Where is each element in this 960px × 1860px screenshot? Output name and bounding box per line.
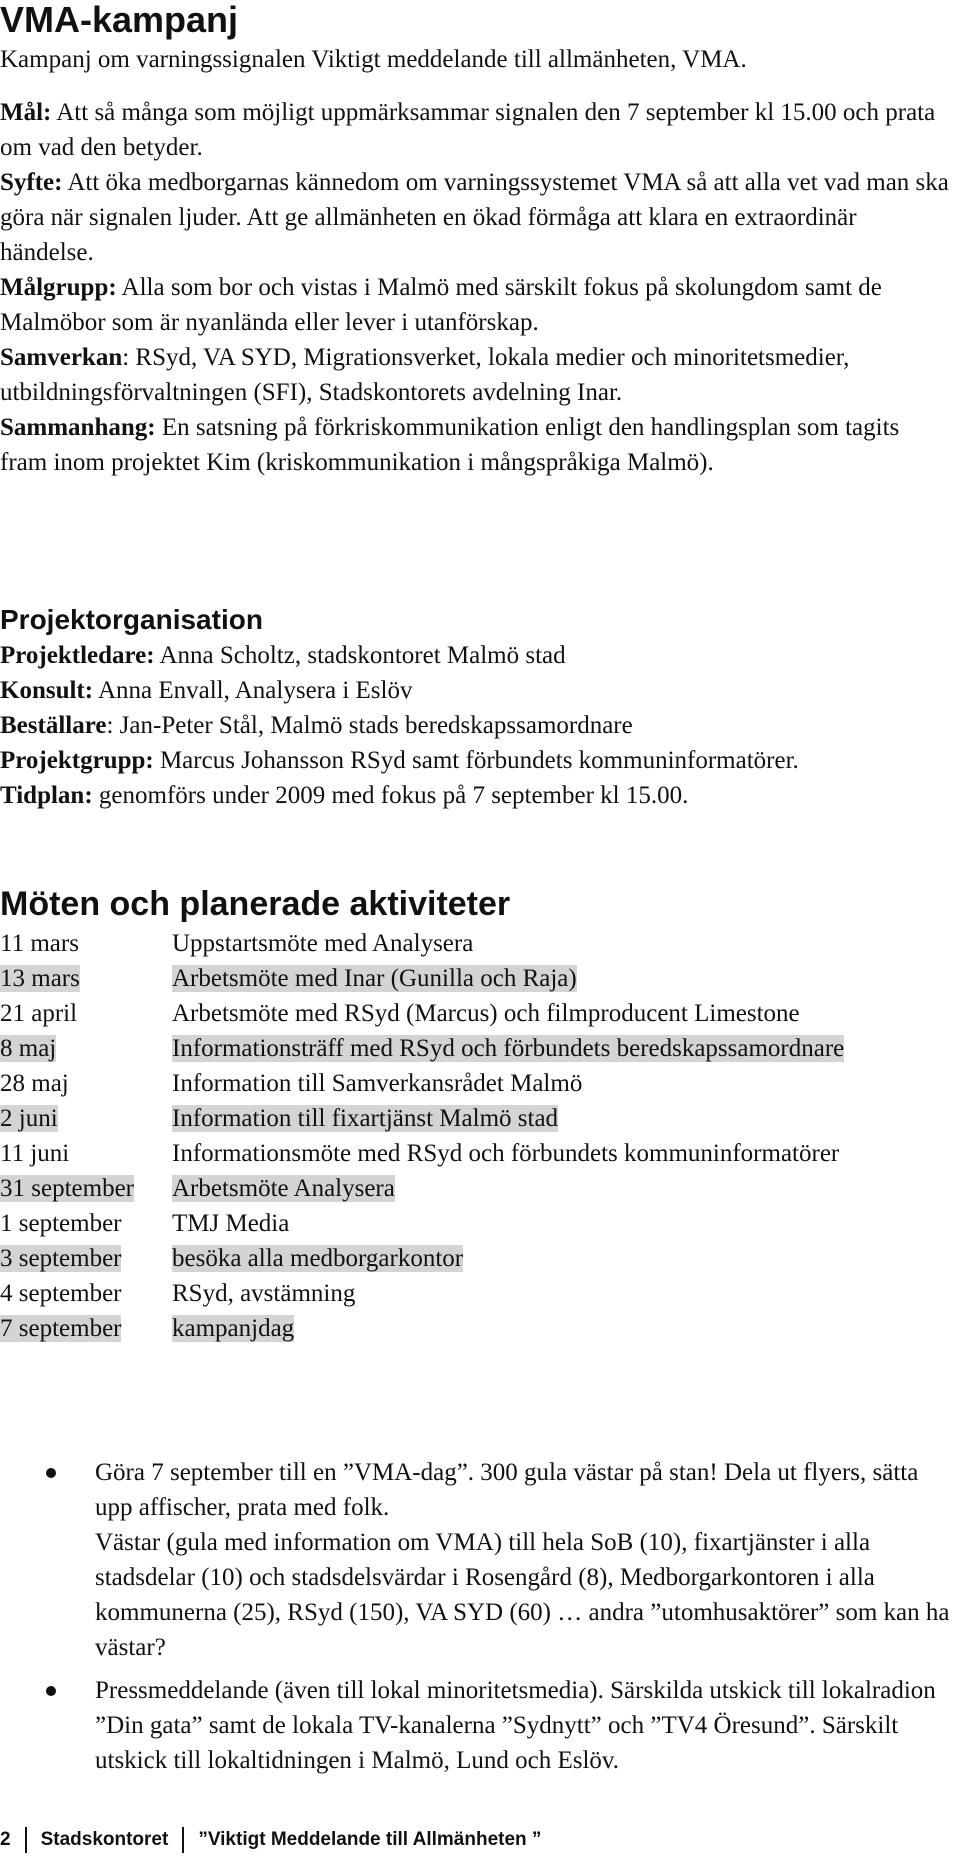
meeting-description [172, 1311, 950, 1346]
org-row-schedule [0, 778, 950, 813]
activity-bullets [0, 1455, 950, 1778]
org-label: Tidplan: [0, 782, 93, 809]
meeting-date [0, 1136, 172, 1171]
org-row-client [0, 708, 950, 743]
bullet-dot-icon [46, 1468, 56, 1478]
meeting-date [0, 961, 172, 996]
meeting-date [0, 1241, 172, 1276]
meeting-date-text: 28 maj [0, 1070, 69, 1097]
meeting-description-text: Information till Samverkansrådet Malmö [172, 1070, 583, 1097]
page-title: VMA-kampanj [0, 0, 239, 40]
org-label: Projektgrupp: [0, 747, 154, 774]
meeting-description [172, 1276, 950, 1311]
org-label: Projektledare: [0, 642, 155, 669]
org-label: Beställare [0, 712, 107, 739]
meeting-row [0, 1311, 950, 1346]
campaign-fields [0, 95, 950, 480]
meeting-description [172, 1066, 950, 1101]
page-footer [0, 1825, 960, 1855]
meeting-date-text: 7 september [0, 1315, 122, 1342]
org-text: Anna Scholtz, stadskontoret Malmö stad [154, 642, 566, 669]
field-text: En satsning på förkriskommunikation enligt den handlingsplan som tagits fram inom projektet Kim (kriskommunikation i mångspråkiga Malmö). [0, 414, 900, 476]
meeting-row [0, 1206, 950, 1241]
meeting-description [172, 961, 950, 996]
org-label: Konsult: [0, 677, 94, 704]
meeting-date [0, 996, 172, 1031]
meeting-date-text: 8 maj [0, 1035, 57, 1062]
meeting-row [0, 1171, 950, 1206]
meeting-description [172, 1206, 950, 1241]
meeting-description-text: Informationsträff med RSyd och förbundets beredskapssamordnare [172, 1035, 845, 1062]
field-label: Syfte: [0, 169, 63, 196]
org-heading: Projektorganisation [0, 604, 263, 635]
meeting-date [0, 1066, 172, 1101]
org-row-project-group [0, 743, 950, 778]
org-text: genomförs under 2009 med fokus på 7 september kl 15.00. [92, 782, 689, 809]
meeting-date [0, 1311, 172, 1346]
field-target-group [0, 270, 950, 340]
field-label: Mål: [0, 99, 52, 126]
field-text: Att öka medborgarnas kännedom om varningssystemet VMA så att alla vet vad man ska göra när signalen ljuder. Att ge allmänheten en ökad förmåga att klara en extraordinär händelse. [0, 169, 949, 266]
meeting-row [0, 1066, 950, 1101]
meetings-table [0, 926, 950, 1346]
field-goal [0, 95, 950, 165]
footer-org: Stadskontoret [40, 1829, 169, 1850]
title-section [0, 0, 950, 77]
meeting-row [0, 961, 950, 996]
footer-separator [25, 1827, 27, 1853]
meetings-section [0, 884, 950, 1346]
meeting-description-text: kampanjdag [172, 1315, 295, 1342]
bullet-text: Pressmeddelande (även till lokal minoritetsmedia). Särskilda utskick till lokalradion ”Din gata” samt de lokala TV-kanalerna ”Sydnytt” och ”TV4 Öresund”. Särskilt utskick till lokaltidningen i Malmö, Lund och Eslöv. [95, 1677, 936, 1774]
meeting-date-text: 4 september [0, 1280, 122, 1307]
meeting-date [0, 926, 172, 961]
field-label: Målgrupp: [0, 274, 117, 301]
meeting-description-text: RSyd, avstämning [172, 1280, 356, 1307]
field-text: Att så många som möjligt uppmärksammar signalen den 7 september kl 15.00 och prata om vad den betyder. [0, 99, 936, 161]
meeting-date [0, 1171, 172, 1206]
org-row-project-lead [0, 638, 950, 673]
meeting-description-text: Information till fixartjänst Malmö stad [172, 1105, 559, 1132]
footer-separator [182, 1827, 184, 1853]
meeting-date-text: 2 juni [0, 1105, 58, 1132]
org-section [0, 603, 950, 813]
bullet-dot-icon [46, 1686, 56, 1696]
field-context [0, 410, 950, 480]
meeting-date-text: 31 september [0, 1175, 134, 1202]
meeting-row [0, 926, 950, 961]
meeting-date-text: 11 juni [0, 1140, 70, 1167]
meeting-description-text: Arbetsmöte med RSyd (Marcus) och filmproducent Limestone [172, 1000, 800, 1027]
org-row-consultant [0, 673, 950, 708]
meeting-description-text: Informationsmöte med RSyd och förbundets kommuninformatörer [172, 1140, 840, 1167]
org-text: Anna Envall, Analysera i Eslöv [93, 677, 413, 704]
meeting-date [0, 1031, 172, 1066]
meeting-date-text: 3 september [0, 1245, 122, 1272]
meeting-description [172, 1136, 950, 1171]
meeting-row [0, 996, 950, 1031]
meeting-description [172, 1241, 950, 1276]
meeting-date-text: 1 september [0, 1210, 122, 1237]
meeting-row [0, 1241, 950, 1276]
meeting-description [172, 926, 950, 961]
meeting-date [0, 1206, 172, 1241]
meeting-row [0, 1031, 950, 1066]
field-label: Samverkan [0, 344, 123, 371]
org-text: : Jan-Peter Stål, Malmö stads beredskapssamordnare [106, 712, 633, 739]
meeting-description-text: TMJ Media [172, 1210, 290, 1237]
field-text: : RSyd, VA SYD, Migrationsverket, lokala medier och minoritetsmedier, utbildningsförvaltningen (SFI), Stadskontorets avdelning Inar. [0, 344, 850, 406]
meeting-description-text: Uppstartsmöte med Analysera [172, 930, 474, 957]
bullet-item [0, 1673, 950, 1778]
meeting-description-text: Arbetsmöte Analysera [172, 1175, 395, 1202]
meeting-date-text: 11 mars [0, 930, 79, 957]
meetings-heading: Möten och planerade aktiviteter [0, 885, 511, 923]
meeting-row [0, 1276, 950, 1311]
meeting-description [172, 996, 950, 1031]
meeting-description [172, 1031, 950, 1066]
bullet-text: Göra 7 september till en ”VMA-dag”. 300 gula västar på stan! Dela ut flyers, sätta upp affischer, prata med folk. [95, 1459, 919, 1521]
org-text: Marcus Johansson RSyd samt förbundets kommuninformatörer. [153, 747, 799, 774]
meeting-row [0, 1136, 950, 1171]
meeting-row [0, 1101, 950, 1136]
meeting-description [172, 1171, 950, 1206]
field-purpose [0, 165, 950, 270]
page-number: 2 [0, 1829, 11, 1850]
org-rows [0, 638, 950, 813]
field-collaboration [0, 340, 950, 410]
meeting-date [0, 1101, 172, 1136]
field-text: Alla som bor och vistas i Malmö med särskilt fokus på skolungdom samt de Malmöbor som är nyanlända eller lever i utanförskap. [0, 274, 882, 336]
meeting-date-text: 13 mars [0, 965, 80, 992]
intro-text: Kampanj om varningssignalen Viktigt meddelande till allmänheten, VMA. [0, 46, 747, 73]
meeting-date-text: 21 april [0, 1000, 78, 1027]
meeting-date [0, 1276, 172, 1311]
meeting-description-text: Arbetsmöte med Inar (Gunilla och Raja) [172, 965, 577, 992]
meeting-description [172, 1101, 950, 1136]
meeting-description-text: besöka alla medborgarkontor [172, 1245, 464, 1272]
footer-campaign: ”Viktigt Meddelande till Allmänheten ” [198, 1829, 542, 1850]
field-label: Sammanhang: [0, 414, 156, 441]
bullet-item [0, 1455, 950, 1665]
bullet-text: Västar (gula med information om VMA) till hela SoB (10), fixartjänster i alla stadsdelar (10) och stadsdelsvärdar i Rosengård (8), Medborgarkontoren i alla kommunerna (25), RSyd (150), VA SYD (60) … andra ”utomhusaktörer” som kan ha västar? [95, 1529, 950, 1661]
